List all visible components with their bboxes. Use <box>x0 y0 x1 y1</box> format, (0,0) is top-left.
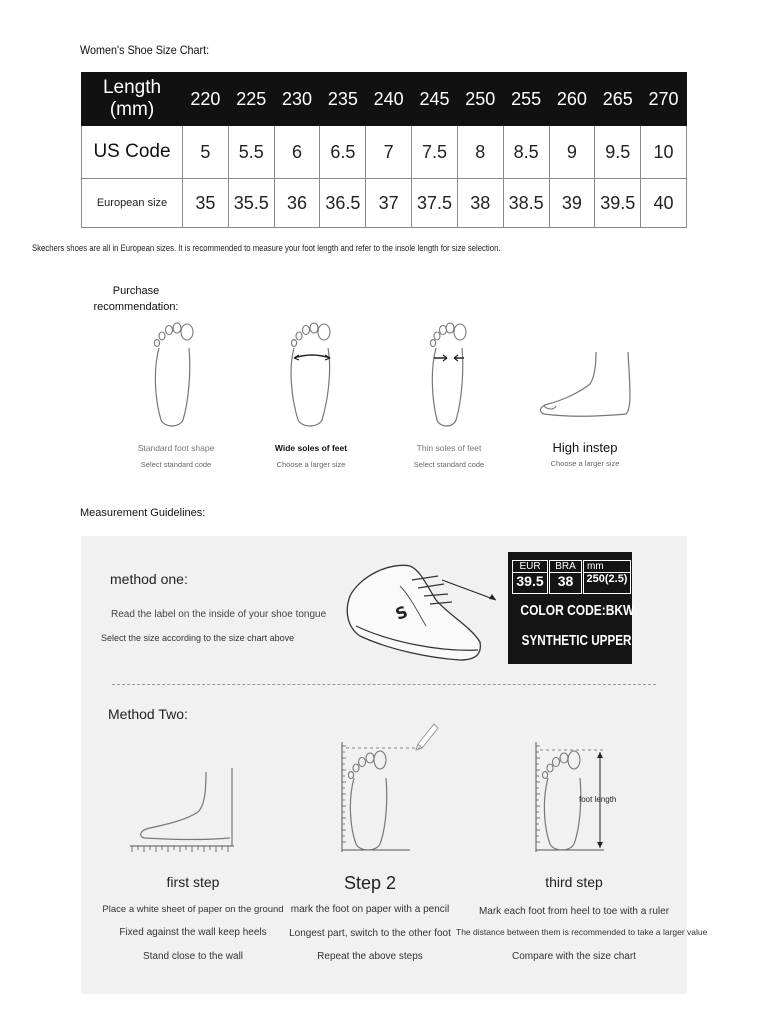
method-one-title: method one: <box>110 571 188 587</box>
foot-on-paper-icon <box>336 716 442 856</box>
length-cell: 260 <box>549 73 595 126</box>
length-cell: 235 <box>320 73 366 126</box>
length-cell: 225 <box>228 73 274 126</box>
caption-sub: Select standard code <box>413 460 485 469</box>
length-cell: 255 <box>503 73 549 126</box>
us-cell: 9 <box>549 126 595 179</box>
shoe-tongue-label <box>508 552 635 664</box>
length-row <box>82 73 687 126</box>
eu-cell: 35 <box>183 179 229 228</box>
caption-sub: Choose a larger size <box>550 459 620 468</box>
size-chart-table <box>81 72 687 228</box>
step-1-line3: Stand close to the wall <box>142 951 244 962</box>
eur-box <box>512 560 548 594</box>
foot-caption-2 <box>271 443 351 469</box>
eu-cell: 35.5 <box>228 179 274 228</box>
mm-box <box>583 560 631 594</box>
step-3-line2: The distance between them is recommended to take a larger value <box>456 927 708 937</box>
eur-value: 39.5 <box>516 573 544 589</box>
page-title: Women's Shoe Size Chart: <box>80 43 210 57</box>
length-cell: 245 <box>412 73 458 126</box>
length-cell: 240 <box>366 73 412 126</box>
standard-foot-icon <box>145 320 205 430</box>
eu-label: European size <box>82 179 183 228</box>
wide-foot-icon <box>282 320 342 430</box>
length-cell: 250 <box>457 73 503 126</box>
step-2 <box>280 873 460 962</box>
purchase-heading-line2: recommendation: <box>93 301 179 313</box>
step-1-line1: Place a white sheet of paper on the ground <box>102 904 284 915</box>
eu-cell: 39 <box>549 179 595 228</box>
svg-text:S: S <box>392 601 411 624</box>
foot-caption-3 <box>409 443 489 469</box>
caption-sub: Select standard code <box>140 460 212 469</box>
eu-cell: 36.5 <box>320 179 366 228</box>
us-cell: 8 <box>457 126 503 179</box>
us-cell: 8.5 <box>503 126 549 179</box>
shoe-icon <box>340 556 486 668</box>
us-cell: 5 <box>183 126 229 179</box>
purchase-heading-line1: Purchase <box>112 285 160 297</box>
caption-title: Thin soles of feet <box>416 443 482 453</box>
us-cell: 10 <box>641 126 687 179</box>
eur-header: EUR <box>513 561 547 573</box>
us-cell: 6.5 <box>320 126 366 179</box>
caption-sub: Choose a larger size <box>276 460 346 469</box>
bra-box <box>549 560 582 594</box>
sizing-note: Skechers shoes are all in European sizes. It is recommended to measure your foot length and refer to the insole length for size selection. <box>32 243 501 253</box>
caption-title: Standard foot shape <box>137 443 215 453</box>
mm-value: 250(2.5) <box>586 573 628 585</box>
step-3-title: third step <box>545 874 603 890</box>
length-cell: 265 <box>595 73 641 126</box>
us-label: US Code <box>82 126 183 179</box>
length-label: Length (mm) <box>82 73 183 126</box>
step-3-line3: Compare with the size chart <box>512 951 636 962</box>
length-cell: 220 <box>183 73 229 126</box>
foot-length-label: foot length <box>579 795 617 804</box>
eu-cell: 40 <box>641 179 687 228</box>
step-3-line1: Mark each foot from heel to toe with a ruler <box>478 906 670 917</box>
length-cell: 270 <box>641 73 687 126</box>
method-two-title: Method Two: <box>108 706 188 722</box>
bra-header: BRA <box>550 561 581 573</box>
foot-caption-4 <box>545 440 625 468</box>
thin-foot-icon <box>420 320 480 430</box>
step-3 <box>456 874 708 962</box>
step-2-title: Step 2 <box>343 873 397 893</box>
color-code-text: COLOR CODE:BKW <box>520 602 635 619</box>
high-instep-foot-icon <box>534 348 634 420</box>
material-text: SYNTHETIC UPPER <box>521 632 632 649</box>
us-cell: 5.5 <box>228 126 274 179</box>
method-one-line1: Read the label on the inside of your shoe tongue <box>111 609 327 620</box>
step-2-line3: Repeat the above steps <box>317 951 423 962</box>
mm-header: mm <box>584 561 630 573</box>
eu-cell: 36 <box>274 179 320 228</box>
caption-title: Wide soles of feet <box>274 443 348 453</box>
step-1-line2: Fixed against the wall keep heels <box>119 927 267 938</box>
eu-row <box>82 179 687 228</box>
guidelines-title: Measurement Guidelines: <box>80 507 206 519</box>
bra-value: 38 <box>557 573 574 589</box>
foot-caption-1 <box>136 443 216 469</box>
caption-title: High instep <box>552 440 618 455</box>
eu-cell: 39.5 <box>595 179 641 228</box>
us-cell: 6 <box>274 126 320 179</box>
method-one-line2: Select the size according to the size chart above <box>101 633 295 643</box>
purchase-heading <box>92 283 180 315</box>
step-1-title: first step <box>166 874 220 890</box>
eu-cell: 37 <box>366 179 412 228</box>
eu-cell: 38 <box>457 179 503 228</box>
us-cell: 7 <box>366 126 412 179</box>
eu-cell: 37.5 <box>412 179 458 228</box>
section-divider <box>112 684 656 685</box>
foot-against-wall-icon <box>128 766 238 854</box>
step-2-line2: Longest part, switch to the other foot <box>289 928 451 939</box>
us-cell: 7.5 <box>412 126 458 179</box>
step-2-line1: mark the foot on paper with a pencil <box>290 904 450 915</box>
step-1 <box>88 874 298 962</box>
us-cell: 9.5 <box>595 126 641 179</box>
eu-cell: 38.5 <box>503 179 549 228</box>
us-row <box>82 126 687 179</box>
arrow-icon <box>440 578 502 604</box>
length-cell: 230 <box>274 73 320 126</box>
